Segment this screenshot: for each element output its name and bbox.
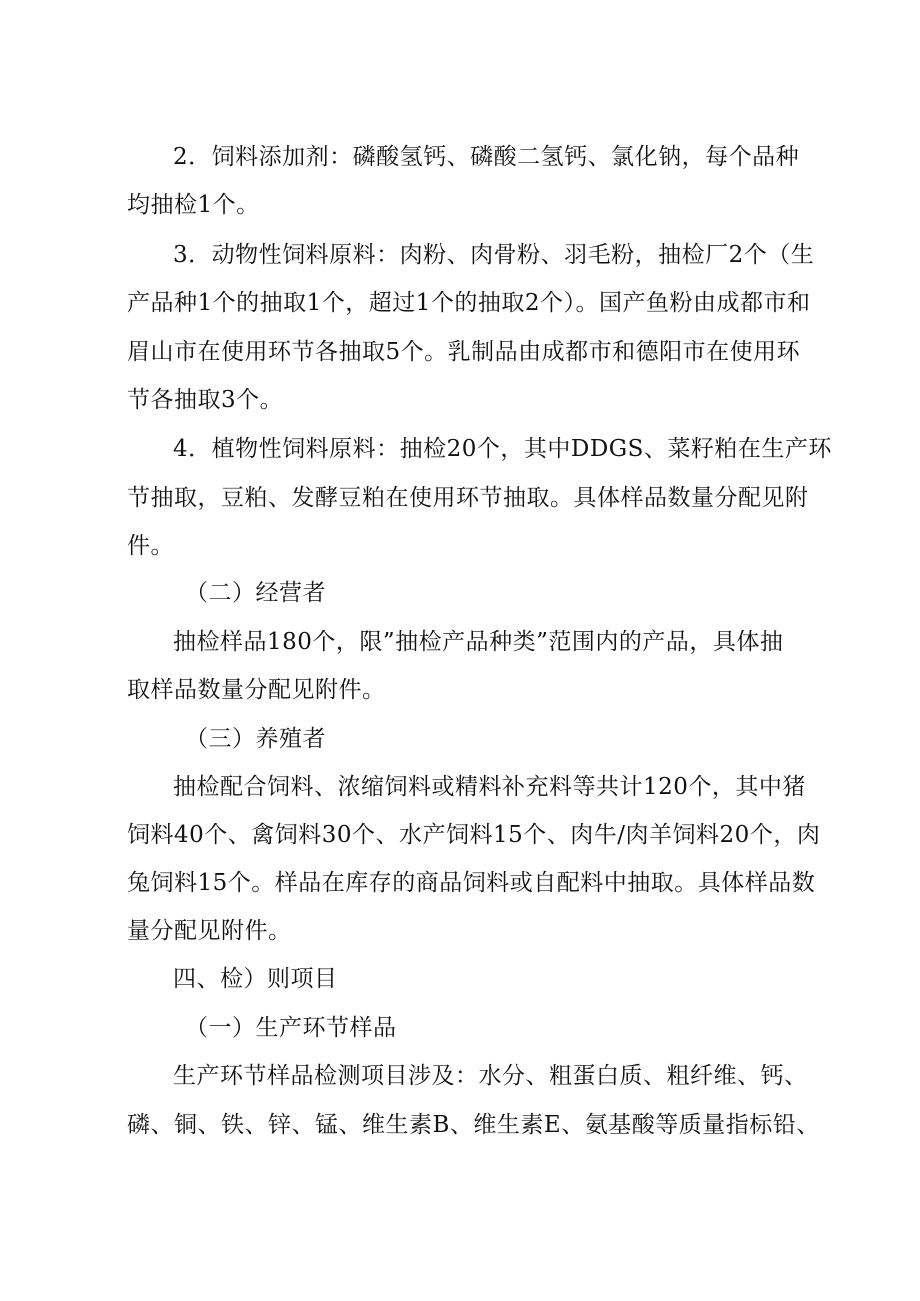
paragraph-2-line-2: 均抽检1个。 [127,192,260,218]
paragraph-2-line-1: 2．饲料添加剂：磷酸氢钙、磷酸二氢钙、氯化钠，每个品种 [173,144,800,170]
paragraph-3-line-1: 3．动物性饲料原料：肉粉、肉骨粉、羽毛粉，抽检厂2个（生 [173,242,815,268]
paragraph-3-line-2: 产品种1个的抽取1个，超过1个的抽取2个）。国产鱼粉由成都市和 [127,290,811,316]
section-heading-test-items: 四、检）则项目 [173,966,338,992]
section-heading-operators: （二）经营者 [185,580,326,606]
paragraph-4-line-3: 件。 [127,533,174,559]
paragraph-4-line-2: 节抽取，豆粕、发酵豆粕在使用环节抽取。具体样品数量分配见附 [127,485,809,511]
breeders-line-4: 量分配见附件。 [127,918,292,944]
paragraph-4-line-1: 4．植物性饲料原料：抽检20个，其中DDGS、菜籽粕在生产环 [173,436,832,462]
breeders-line-2: 饲料40个、禽饲料30个、水产饲料15个、肉牛/肉羊饲料20个，肉 [127,822,821,848]
paragraph-3-line-3: 眉山市在使用环节各抽取5个。乳制品由成都市和德阳市在使用环 [127,339,801,365]
paragraph-3-line-4: 节各抽取3个。 [127,387,284,413]
operators-line-1: 抽检样品180个，限”抽检产品种类”范围内的产品，具体抽 [173,629,784,655]
production-line-2: 磷、铜、铁、锌、锰、维生素B、维生素E、氨基酸等质量指标铅、 [127,1112,820,1138]
breeders-line-3: 兔饲料15个。样品在库存的商品饲料或自配料中抽取。具体样品数 [127,870,816,896]
production-line-1: 生产环节样品检测项目涉及：水分、粗蛋白质、粗纤维、钙、 [173,1063,808,1089]
section-heading-breeders: （三）养殖者 [185,726,326,752]
operators-line-2: 取样品数量分配见附件。 [127,677,386,703]
breeders-line-1: 抽检配合饲料、浓缩饲料或精料补充料等共计120个，其中猪 [173,774,806,800]
subsection-heading-production: （一）生产环节样品 [185,1015,397,1041]
